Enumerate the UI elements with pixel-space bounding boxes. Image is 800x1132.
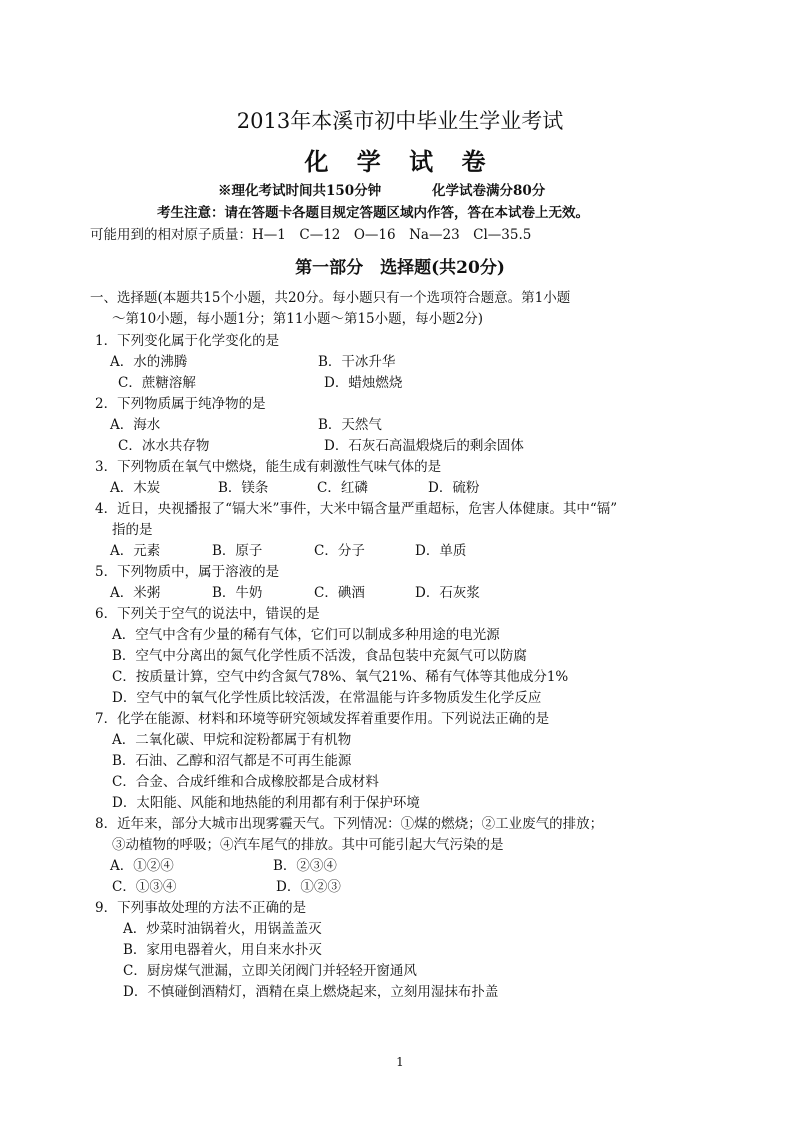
exam-subject: 化 学 试 卷 [304, 147, 496, 176]
option-d: D．太阳能、风能和地热能的利用都有利于保护环境 [112, 795, 420, 811]
option-a: A．①②④ [110, 858, 174, 874]
question-stem: 2．下列物质属于纯净物的是 [95, 396, 266, 412]
option-b: B．石油、乙醇和沼气都是不可再生能源 [112, 753, 352, 769]
question-stem: 6．下列关于空气的说法中，错误的是 [95, 606, 320, 622]
option-a: A．木炭 [110, 480, 161, 496]
question-stem-cont: ③动植物的呼吸；④汽车尾气的排放。其中可能引起大气污染的是 [112, 837, 504, 853]
atomic-masses: 可能用到的相对原子质量：H—1 C—12 O—16 Na—23 Cl—35.5 [90, 227, 532, 243]
question-stem: 3．下列物质在氧气中燃烧，能生成有刺激性气味气体的是 [95, 459, 442, 475]
option-b: B．干冰升华 [318, 354, 396, 370]
option-b: B．家用电器着火，用自来水扑灭 [123, 942, 322, 958]
option-a: A．米粥 [110, 585, 161, 601]
option-b: B．天然气 [318, 417, 382, 433]
option-b: B．镁条 [218, 480, 269, 496]
option-c: C．合金、合成纤维和合成橡胶都是合成材料 [112, 774, 379, 790]
option-c: C．厨房煤气泄漏，立即关闭阀门并轻轻开窗通风 [123, 963, 417, 979]
option-b: B．②③④ [273, 858, 337, 874]
option-a: A．元素 [110, 543, 161, 559]
part-one-instruction-cont: ～第10小题，每小题1分；第11小题～第15小题，每小题2分) [112, 311, 483, 327]
question-stem-cont: 指的是 [112, 522, 153, 538]
option-a: A．炒菜时油锅着火，用锅盖盖灭 [123, 921, 322, 937]
option-d: D．石灰浆 [415, 585, 480, 601]
option-a: A．水的沸腾 [110, 354, 188, 370]
option-c: C．碘酒 [314, 585, 365, 601]
option-d: D．蜡烛燃烧 [324, 375, 403, 391]
option-d: D．不慎碰倒酒精灯，酒精在桌上燃烧起来，立刻用湿抹布扑盖 [123, 984, 499, 1000]
option-c: C．按质量计算，空气中约含氮气78%、氧气21%、稀有气体等其他成分1% [112, 669, 569, 685]
option-c: C．蔗糖溶解 [118, 375, 196, 391]
part-one-instruction: 一、选择题(本题共15个小题，共20分。每小题只有一个选项符合题意。第1小题 [90, 290, 571, 306]
option-c: C．①③④ [112, 879, 177, 895]
question-stem: 9．下列事故处理的方法不正确的是 [95, 900, 307, 916]
option-d: D．单质 [415, 543, 467, 559]
option-c: C．红磷 [317, 480, 368, 496]
score-note: 化学试卷满分80分 [432, 183, 546, 199]
option-b: B．原子 [212, 543, 263, 559]
option-a: A．空气中含有少量的稀有气体，它们可以制成多种用途的电光源 [112, 627, 500, 643]
option-c: C．冰水共存物 [118, 438, 210, 454]
part-one-title: 第一部分 选择题(共20分) [295, 258, 505, 278]
candidate-notice: 考生注意：请在答题卡各题目规定答题区域内作答，答在本试卷上无效。 [157, 205, 589, 221]
question-stem: 7．化学在能源、材料和环境等研究领域发挥着重要作用。下列说法正确的是 [95, 711, 550, 727]
option-b: B．牛奶 [212, 585, 263, 601]
exam-title: 2013年本溪市初中毕业生学业考试 [236, 109, 564, 133]
option-d: D．①②③ [276, 879, 341, 895]
question-stem: 4．近日，央视播报了“镉大米”事件，大米中镉含量严重超标，危害人体健康。其中“镉” [95, 501, 618, 517]
option-d: D．石灰石高温煅烧后的剩余固体 [324, 438, 524, 454]
option-c: C．分子 [314, 543, 365, 559]
question-stem: 1．下列变化属于化学变化的是 [95, 333, 280, 349]
option-d: D．硫粉 [428, 480, 480, 496]
question-stem: 5．下列物质中，属于溶液的是 [95, 564, 280, 580]
question-stem: 8．近年来，部分大城市出现雾霾天气。下列情况：①煤的燃烧；②工业废气的排放； [95, 816, 604, 832]
option-b: B．空气中分离出的氮气化学性质不活泼，食品包装中充氮气可以防腐 [112, 648, 527, 664]
time-note: ※理化考试时间共150分钟 [218, 183, 382, 199]
option-a: A．二氧化碳、甲烷和淀粉都属于有机物 [112, 732, 352, 748]
option-a: A．海水 [110, 417, 161, 433]
page-number: 1 [396, 1055, 404, 1069]
option-d: D．空气中的氧气化学性质比较活泼，在常温能与许多物质发生化学反应 [112, 690, 542, 706]
